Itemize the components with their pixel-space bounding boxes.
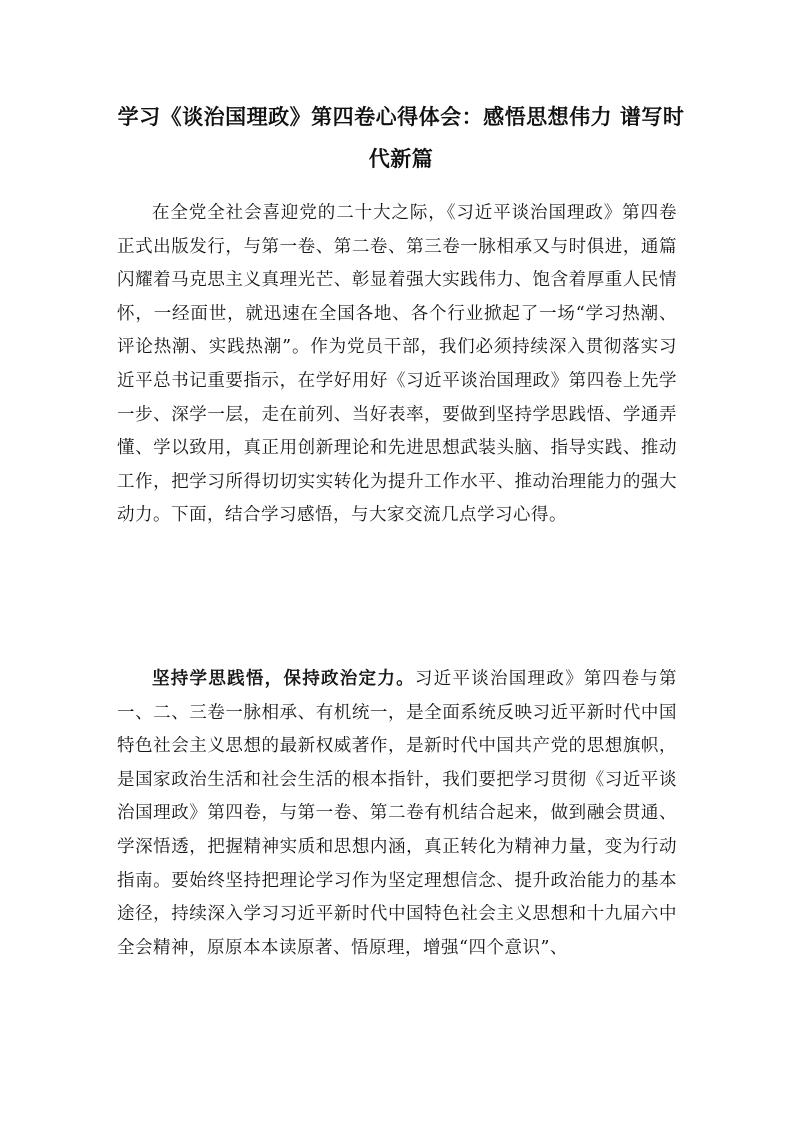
document-title: 学习《谈治国理政》第四卷心得体会：感悟思想伟力 谱写时代新篇 [117, 105, 685, 171]
paragraph-intro-text: 在全党全社会喜迎党的二十大之际，《习近平谈治国理政》第四卷正式出版发行，与第一卷、第二卷、第三卷一脉相承又与时俱进，通篇闪耀着马克思主义真理光芒、彰显着强大实践伟力、饱含着厚重人民情怀，一经面世，就迅速在全国各地、各个行业掀起了一场“学习热潮、评论热潮、实践热潮”。作为党员干部，我们必须持续深入贯彻落实习近平总书记重要指示，在学好用好《习近平谈治国理政》第四卷上先学一步、深学一层，走在前列、当好表率，要做到坚持学思践悟、学通弄懂、学以致用，真正用创新理论和先进思想武装头脑、指导实践、推动工作，把学习所得切切实实转化为提升工作水平、推动治理能力的强大动力。下面，结合学习感悟，与大家交流几点学习心得。 [117, 203, 677, 526]
paragraph-intro [117, 197, 677, 533]
paragraph-political-stance [117, 663, 677, 965]
paragraph-heading: 坚持学思践悟，保持政治定力。 [152, 669, 415, 689]
paragraph-political-stance-text: 习近平谈治国理政》第四卷与第一、二、三卷一脉相承、有机统一，是全面系统反映习近平新时代中国特色社会主义思想的最新权威著作，是新时代中国共产党的思想旗帜，是国家政治生活和社会生活的根本指针，我们要把学习贯彻《习近平谈治国理政》第四卷，与第一卷、第二卷有机结合起来，做到融会贯通、学深悟透，把握精神实质和思想内涵，真正转化为精神力量，变为行动指南。要始终坚持把理论学习作为坚定理想信念、提升政治能力的基本途径，持续深入学习习近平新时代中国特色社会主义思想和十九届六中全会精神，原原本本读原著、悟原理，增强“四个意识”、 [117, 669, 678, 958]
